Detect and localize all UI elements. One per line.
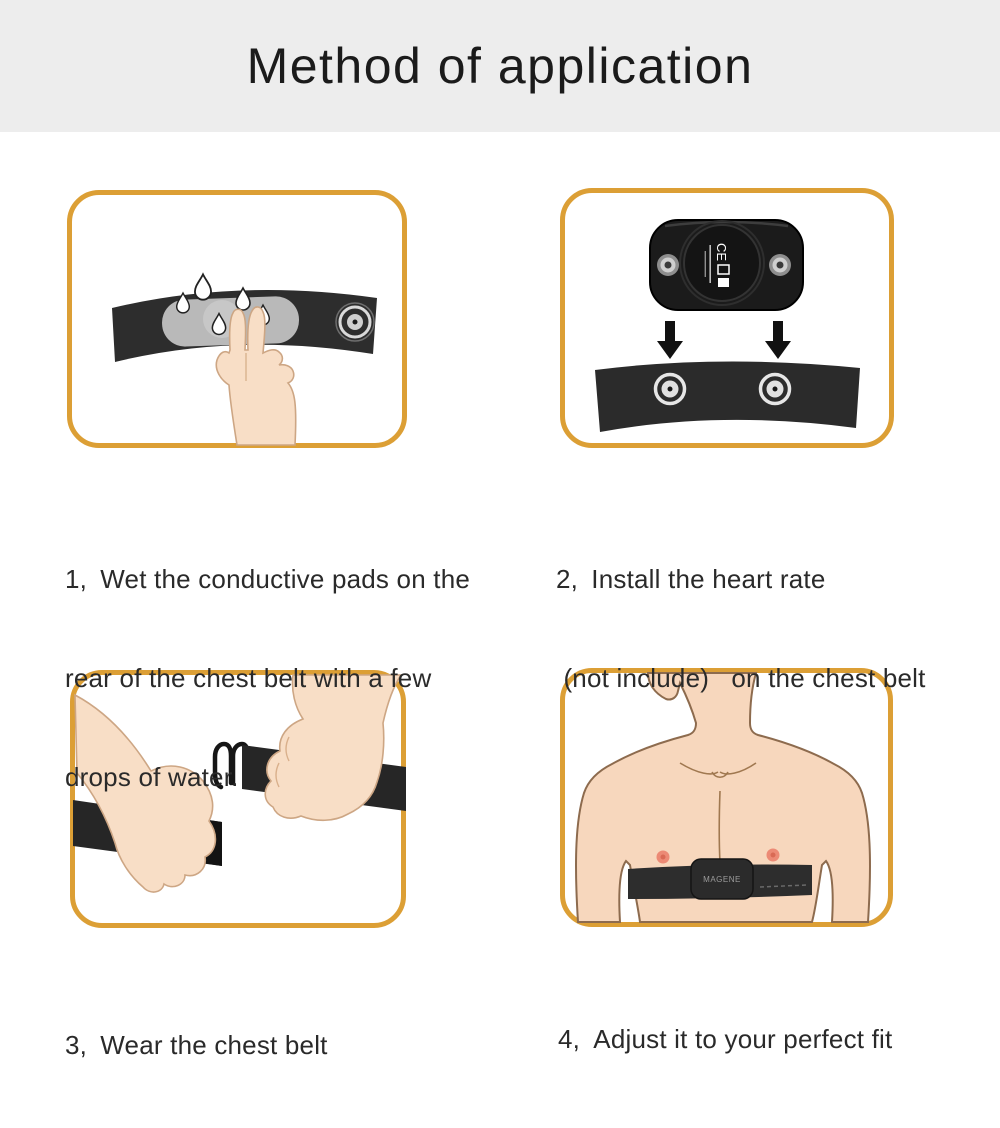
device-brand-label: MAGENE: [703, 875, 741, 884]
ce-mark: CE: [714, 243, 729, 262]
install-monitor-illustration: [565, 193, 889, 443]
step2-panel: [560, 188, 894, 448]
page-title: Method of application: [246, 38, 754, 94]
wet-pads-illustration: [72, 195, 402, 443]
caption-line: drops of water.: [65, 762, 239, 792]
step2-caption: [556, 497, 986, 761]
monitor-stud-left: [657, 254, 679, 276]
caption-line: 4, Adjust it to your perfect fit: [558, 1024, 893, 1054]
chest-belt: [595, 361, 860, 432]
heart-rate-monitor: [650, 220, 803, 310]
caption-line: 1, Wet the conductive pads on the: [65, 564, 471, 594]
caption-line: 2, Install the heart rate: [556, 564, 826, 594]
caption-line: rear of the chest belt with a few: [65, 663, 432, 693]
down-arrow-icons: [657, 321, 791, 359]
monitor-stud-right: [769, 254, 791, 276]
caption-line: (not include) on the chest belt: [556, 663, 926, 693]
header-band: [0, 0, 1000, 132]
step3-caption: [65, 963, 525, 1128]
caption-line: 3, Wear the chest belt: [65, 1030, 328, 1060]
step1-panel: [67, 190, 407, 448]
step4-caption: [558, 957, 988, 1122]
step1-caption: [65, 497, 525, 860]
